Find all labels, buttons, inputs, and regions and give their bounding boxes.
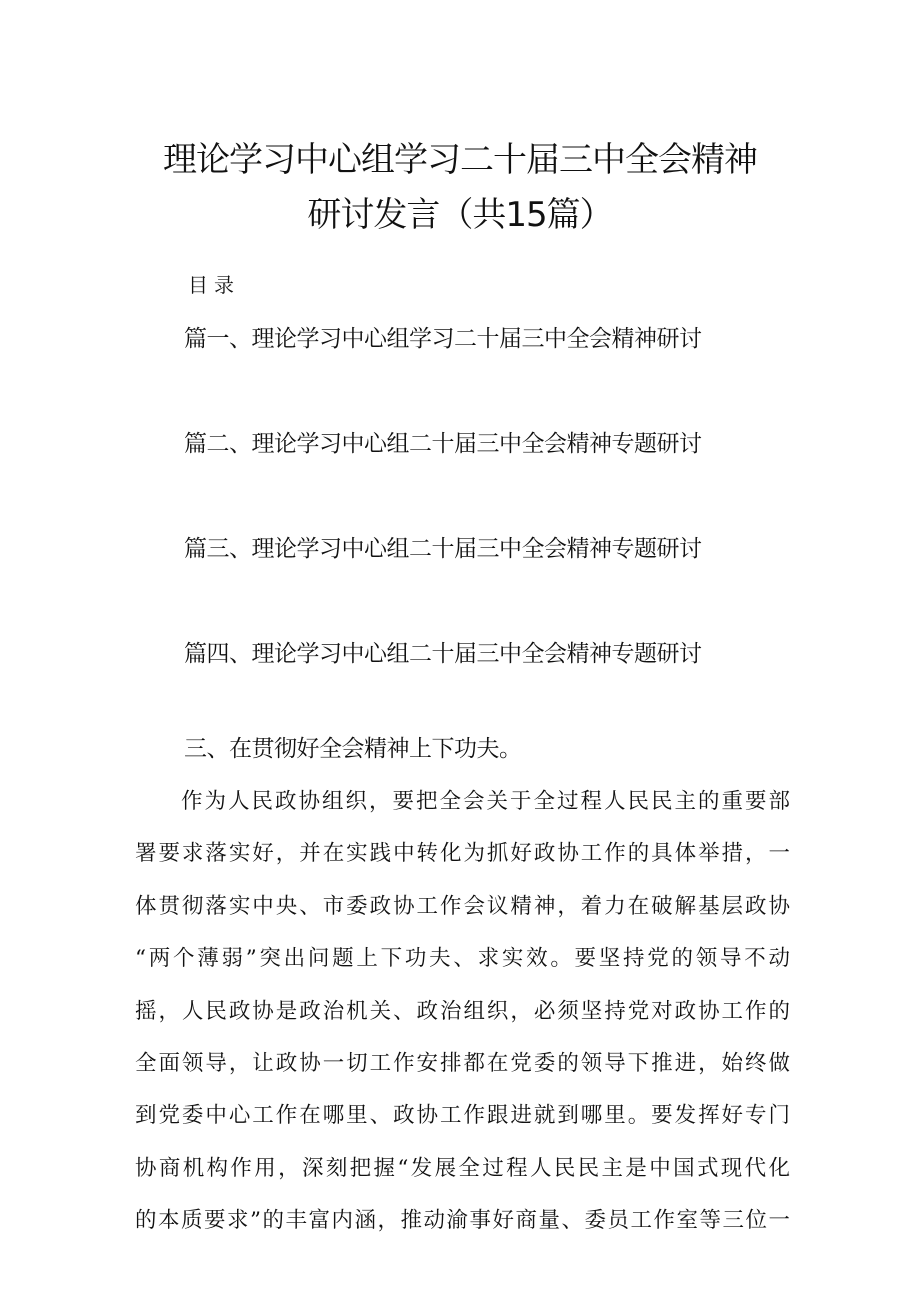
toc-item-4[interactable]: 篇四、理论学习中心组二十届三中全会精神专题研讨 [184, 641, 702, 667]
toc-item-2[interactable]: 篇二、理论学习中心组二十届三中全会精神专题研讨 [184, 431, 702, 457]
body-line: 协商机构作用，深刻把握“发展全过程人民民主是中国式现代化 [135, 1155, 790, 1181]
body-line: 的本质要求”的丰富内涵，推动渝事好商量、委员工作室等三位一 [135, 1208, 790, 1234]
section-heading: 三、在贯彻好全会精神上下功夫。 [184, 736, 522, 762]
body-line: 摇，人民政协是政治机关、政治组织，必须坚持党对政协工作的 [135, 998, 790, 1024]
toc-item-1[interactable]: 篇一、理论学习中心组学习二十届三中全会精神研讨 [184, 326, 702, 352]
body-line: “两个薄弱”突出问题上下功夫、求实效。要坚持党的领导不动 [135, 946, 790, 972]
body-paragraph [135, 776, 790, 1248]
body-line: 作为人民政协组织，要把全会关于全过程人民民主的重要部 [181, 789, 790, 814]
document-title-line-2: 研讨发言（共15篇） [307, 195, 613, 235]
toc-label: 目录 [188, 273, 240, 297]
body-line: 体贯彻落实中央、市委政协工作会议精神，着力在破解基层政协 [135, 893, 790, 919]
body-line: 到党委中心工作在哪里、政协工作跟进就到哪里。要发挥好专门 [135, 1103, 790, 1129]
toc-item-3[interactable]: 篇三、理论学习中心组二十届三中全会精神专题研讨 [184, 536, 702, 562]
body-line: 署要求落实好，并在实践中转化为抓好政协工作的具体举措，一 [135, 841, 790, 867]
body-line: 全面领导，让政协一切工作安排都在党委的领导下推进，始终做 [135, 1050, 790, 1076]
document-title-line-1: 理论学习中心组学习二十届三中全会精神 [163, 140, 757, 180]
